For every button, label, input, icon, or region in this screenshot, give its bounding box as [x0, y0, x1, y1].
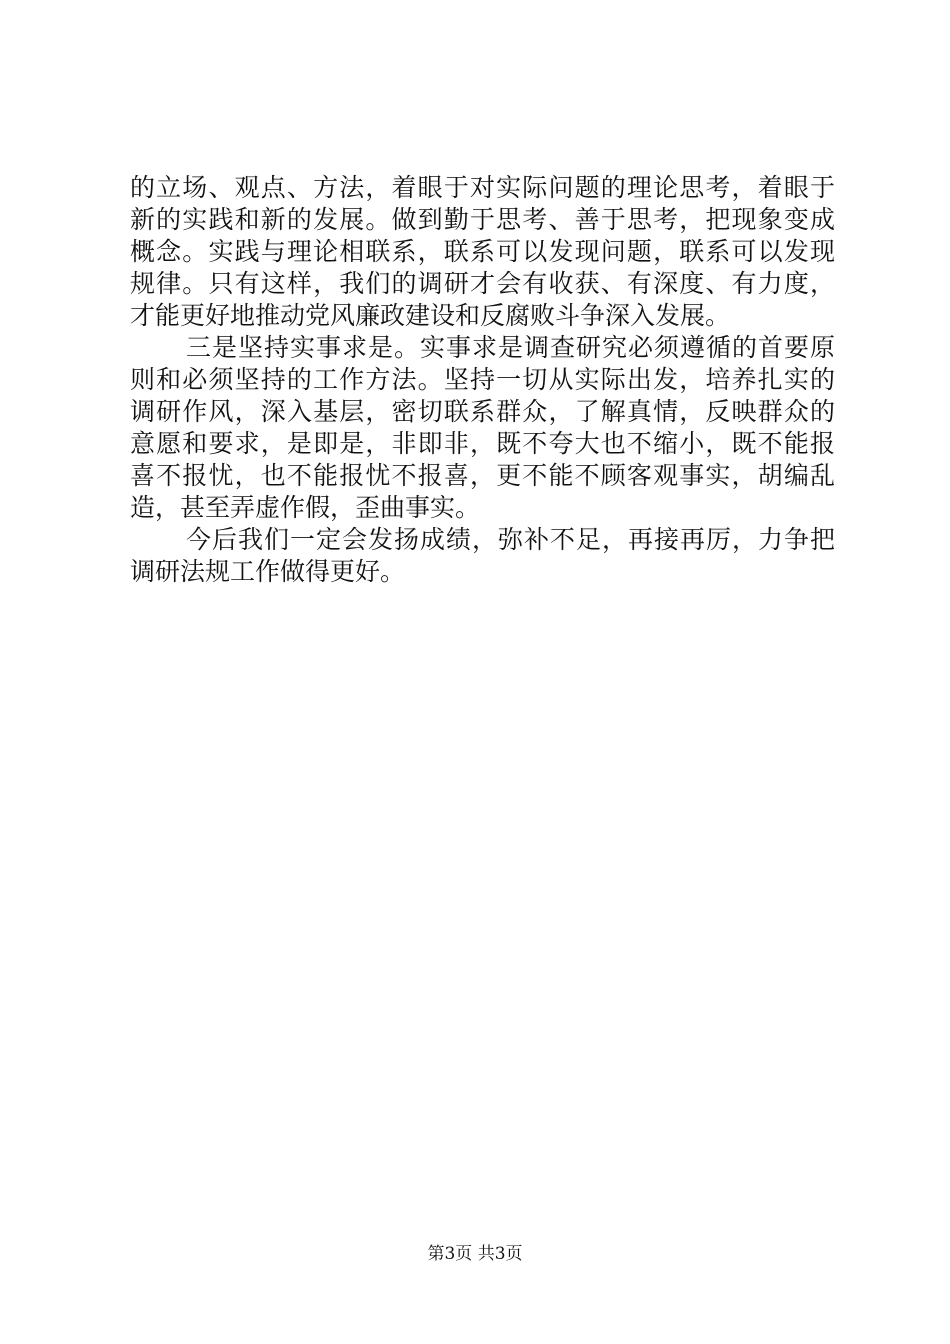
- text-line: 概念。实践与理论相联系，联系可以发现问题，联系可以发现: [130, 237, 835, 266]
- text-line: 造，甚至弄虚作假，歪曲事实。: [130, 493, 481, 522]
- text-line: 规律。只有这样，我们的调研才会有收获、有深度、有力度，: [130, 269, 835, 298]
- text-line: 则和必须坚持的工作方法。坚持一切从实际出发，培养扎实的: [130, 365, 835, 394]
- text-line: 意愿和要求，是即是，非即非，既不夸大也不缩小，既不能报: [130, 429, 835, 458]
- text-line: 调研作风，深入基层，密切联系群众，了解真情，反映群众的: [130, 397, 835, 426]
- text-line: 新的实践和新的发展。做到勤于思考、善于思考，把现象变成: [130, 205, 835, 234]
- paragraph-start-line: 三是坚持实事求是。实事求是调查研究必须遵循的首要原: [186, 333, 835, 362]
- text-line: 调研法规工作做得更好。: [130, 557, 406, 586]
- page-number-footer: 第3页 共3页: [427, 1244, 523, 1264]
- text-line: 的立场、观点、方法，着眼于对实际问题的理论思考，着眼于: [130, 173, 835, 202]
- text-line: 喜不报忧，也不能报忧不报喜，更不能不顾客观事实，胡编乱: [130, 461, 835, 490]
- document-body: [130, 172, 835, 588]
- text-line: 才能更好地推动党风廉政建设和反腐败斗争深入发展。: [130, 301, 731, 330]
- paragraph-start-line: 今后我们一定会发扬成绩，弥补不足，再接再厉，力争把: [186, 525, 835, 554]
